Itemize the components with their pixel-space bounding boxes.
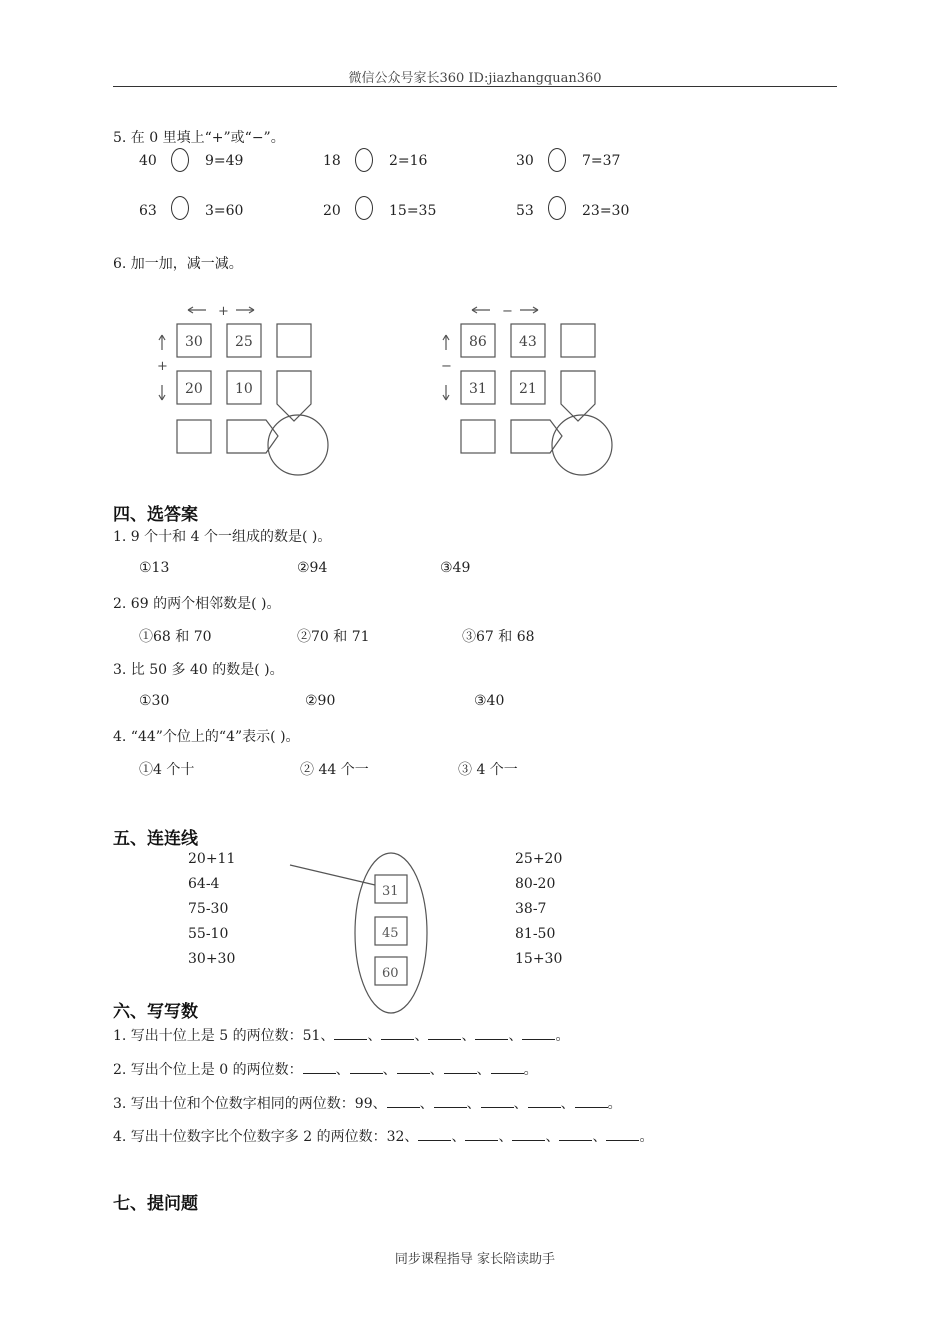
q5-item-4-a: 63 [139,203,157,219]
s5-left-5[interactable]: 30+30 [188,951,236,967]
s4-q2: 2. 69 的两个相邻数是( )。 [113,596,281,612]
s5-left-1[interactable]: 20+11 [188,851,236,867]
answer-blank[interactable] [444,1061,477,1074]
s4-q3-opt1[interactable]: ①30 [139,693,170,709]
s5-left-3[interactable]: 75-30 [188,901,229,917]
answer-blank[interactable] [491,1061,524,1074]
q5-item-6-b: 23=30 [582,203,630,219]
add-cell-4: 10 [235,381,253,397]
match-oval-figure [285,848,435,1018]
add-op-side: + [157,359,168,374]
s4-q1-opt2[interactable]: ②94 [297,560,328,576]
s4-q1-opt1[interactable]: ①13 [139,560,170,576]
answer-blank[interactable] [606,1128,639,1141]
s5-right-4[interactable]: 81-50 [515,926,556,942]
sub-cell-4: 21 [519,381,537,397]
s4-q4: 4. “44”个位上的“4”表示( )。 [113,729,300,745]
s6-item-3: 3. 写出十位和个位数字相同的两位数：99、 、 、 、 、 。 [113,1096,622,1112]
q5-item-2-b: 2=16 [389,153,428,169]
answer-circle[interactable] [548,148,566,172]
answer-blank[interactable] [481,1095,514,1108]
answer-circle[interactable] [355,196,373,220]
s6-item-3-text: 3. 写出十位和个位数字相同的两位数：99、 [113,1096,387,1112]
s4-q2-opt2[interactable]: ②70 和 71 [297,629,370,645]
section-5-title: 五、连连线 [113,829,198,849]
q5-item-5-b: 15=35 [389,203,437,219]
answer-circle[interactable] [171,148,189,172]
answer-blank[interactable] [418,1128,451,1141]
answer-blank[interactable] [428,1027,461,1040]
s5-right-1[interactable]: 25+20 [515,851,563,867]
answer-blank[interactable] [512,1128,545,1141]
add-cell-1: 30 [185,334,203,350]
s6-item-1: 1. 写出十位上是 5 的两位数：51、 、 、 、 、 。 [113,1028,570,1044]
s6-item-2: 2. 写出个位上是 0 的两位数： 、 、 、 、 。 [113,1062,538,1078]
s5-left-2[interactable]: 64-4 [188,876,220,892]
s5-mid-2: 45 [382,926,399,941]
answer-blank[interactable] [387,1095,420,1108]
q5-item-5-a: 20 [323,203,341,219]
q5-item-2-a: 18 [323,153,341,169]
q5-item-4-b: 3=60 [205,203,244,219]
s5-mid-3: 60 [382,966,399,981]
s6-item-2-text: 2. 写出个位上是 0 的两位数： [113,1062,303,1078]
answer-blank[interactable] [303,1061,336,1074]
s4-q3: 3. 比 50 多 40 的数是( )。 [113,662,284,678]
section-7-title: 七、提问题 [113,1194,198,1214]
add-op-top: + [218,304,229,319]
answer-blank[interactable] [528,1095,561,1108]
s5-right-2[interactable]: 80-20 [515,876,556,892]
answer-blank[interactable] [475,1027,508,1040]
s4-q3-opt3[interactable]: ③40 [474,693,505,709]
answer-blank[interactable] [522,1027,555,1040]
answer-blank[interactable] [334,1027,367,1040]
sub-cell-1: 86 [469,334,487,350]
answer-circle[interactable] [548,196,566,220]
sub-op-top: − [502,304,513,319]
s4-q1-opt3[interactable]: ③49 [440,560,471,576]
s4-q3-opt2[interactable]: ②90 [305,693,336,709]
q5-item-3-b: 7=37 [582,153,621,169]
s5-mid-1: 31 [382,884,399,899]
answer-blank[interactable] [559,1128,592,1141]
page-header: 微信公众号家长360 ID:jiazhangquan360 [348,71,602,86]
section-6-title: 六、写写数 [113,1002,198,1022]
s5-right-5[interactable]: 15+30 [515,951,563,967]
s6-item-4: 4. 写出十位数字比个位数字多 2 的两位数：32、 、 、 、 、 。 [113,1129,654,1145]
subtract-grid-figure [424,295,624,480]
answer-circle[interactable] [355,148,373,172]
header-rule [113,86,837,87]
answer-blank[interactable] [381,1027,414,1040]
answer-blank[interactable] [575,1095,608,1108]
answer-blank[interactable] [350,1061,383,1074]
q5-title: 5. 在 0 里填上“+”或“−”。 [113,130,285,146]
s5-right-3[interactable]: 38-7 [515,901,547,917]
answer-blank[interactable] [465,1128,498,1141]
s4-q4-opt1[interactable]: ①4 个十 [139,762,195,778]
section-4-title: 四、选答案 [113,505,198,525]
q5-item-3-a: 30 [516,153,534,169]
s4-q2-opt3[interactable]: ③67 和 68 [462,629,535,645]
page-footer: 同步课程指导 家长陪读助手 [394,1252,556,1267]
s4-q4-opt2[interactable]: ② 44 个一 [300,762,369,778]
s4-q1: 1. 9 个十和 4 个一组成的数是( )。 [113,529,332,545]
answer-circle[interactable] [171,196,189,220]
s5-left-4[interactable]: 55-10 [188,926,229,942]
add-cell-3: 20 [185,381,203,397]
q5-item-1-b: 9=49 [205,153,244,169]
add-grid-figure [140,295,340,480]
q6-title: 6. 加一加，减一减。 [113,256,243,272]
s4-q4-opt3[interactable]: ③ 4 个一 [458,762,518,778]
sub-cell-3: 31 [469,381,487,397]
sub-cell-2: 43 [519,334,537,350]
add-cell-2: 25 [235,334,253,350]
s4-q2-opt1[interactable]: ①68 和 70 [139,629,212,645]
answer-blank[interactable] [434,1095,467,1108]
s6-item-1-text: 1. 写出十位上是 5 的两位数：51、 [113,1028,335,1044]
q5-item-1-a: 40 [139,153,157,169]
sub-op-side: − [441,359,452,374]
q5-item-6-a: 53 [516,203,534,219]
s6-item-4-text: 4. 写出十位数字比个位数字多 2 的两位数：32、 [113,1129,419,1145]
answer-blank[interactable] [397,1061,430,1074]
